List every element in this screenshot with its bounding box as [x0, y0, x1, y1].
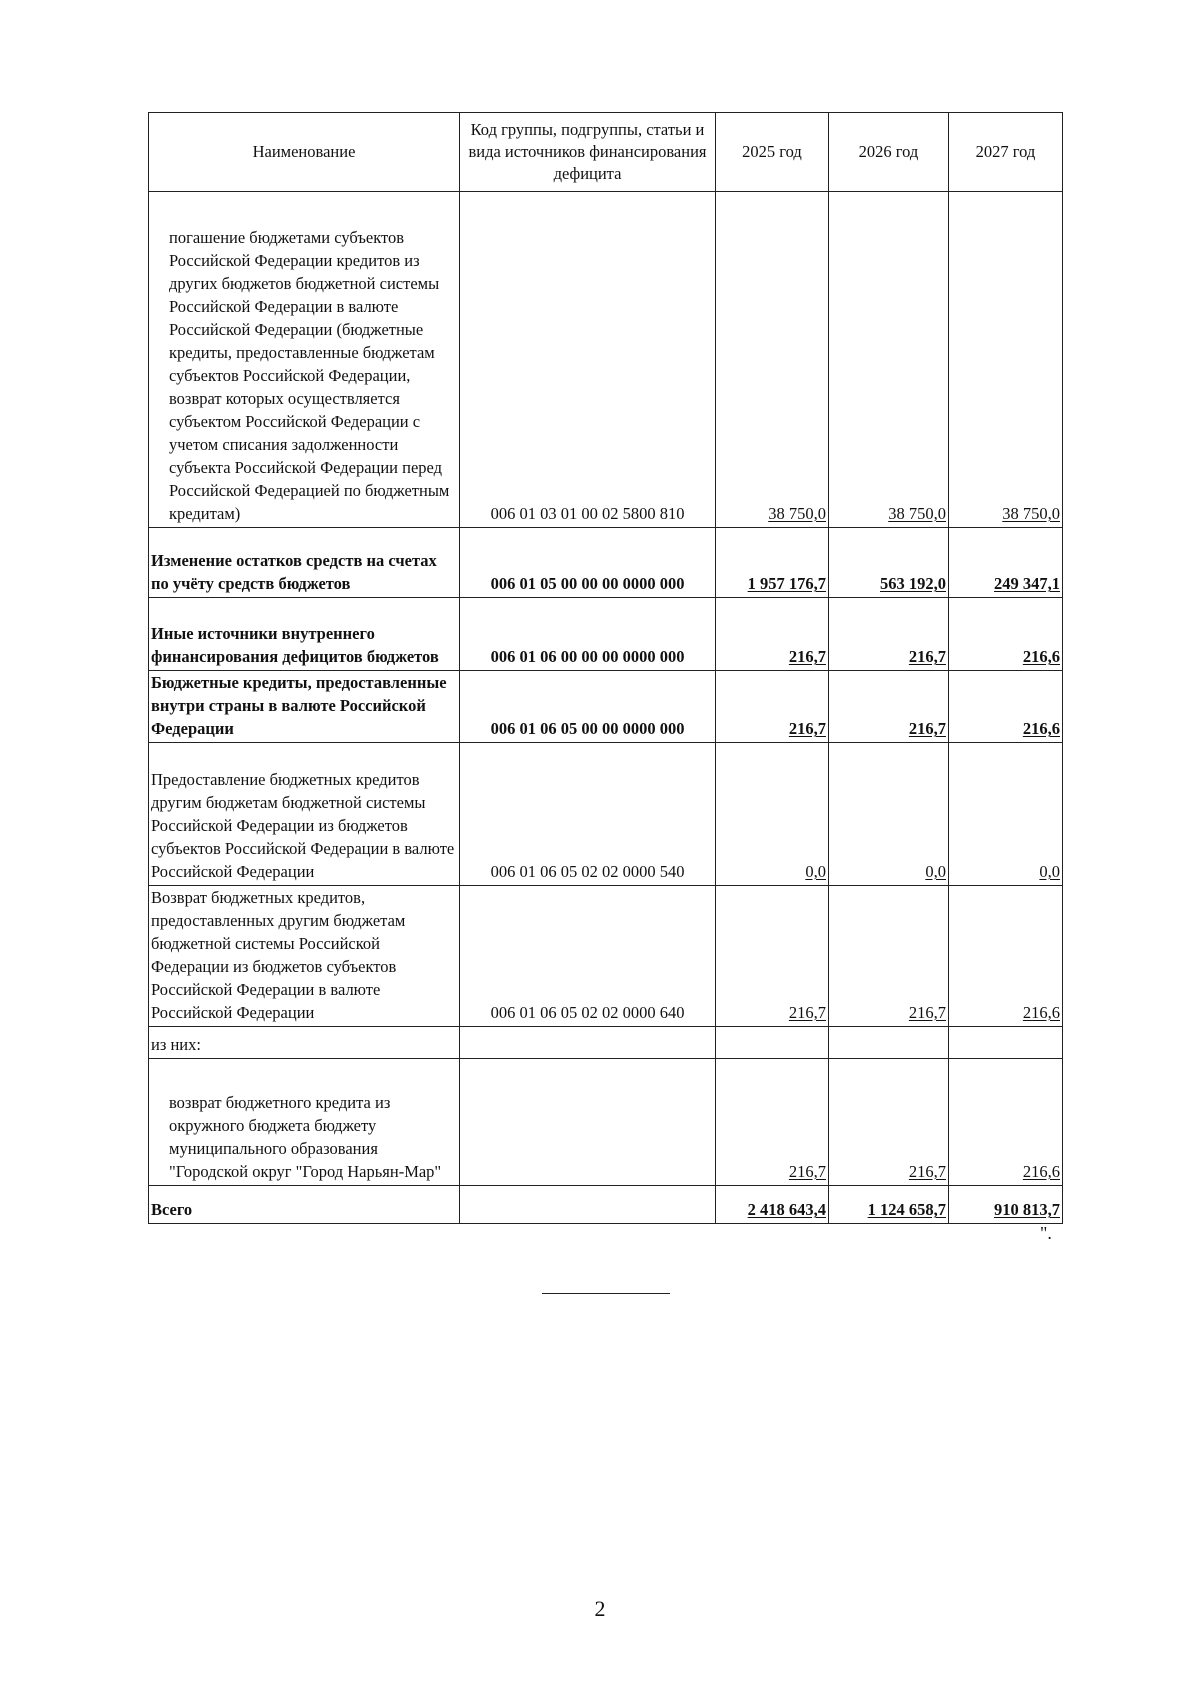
row-value-2025: 0,0 — [716, 743, 829, 886]
row-name: Всего — [149, 1186, 460, 1224]
table-row — [149, 528, 1063, 598]
financing-sources-table — [148, 112, 1063, 1224]
row-code: 006 01 06 00 00 00 0000 000 — [460, 598, 716, 671]
table-row — [149, 1059, 1063, 1186]
row-value-2027: 216,6 — [949, 671, 1063, 743]
closing-quote: ". — [1040, 1223, 1052, 1243]
row-value-2027: 216,6 — [949, 598, 1063, 671]
row-value-2025: 216,7 — [716, 1059, 829, 1186]
table-row — [149, 671, 1063, 743]
row-name: Бюджетные кредиты, предоставленные внутри страны в валюте Российской Федерации — [149, 671, 460, 743]
row-value-2025 — [716, 1027, 829, 1059]
row-code: 006 01 06 05 02 02 0000 540 — [460, 743, 716, 886]
row-name: из них: — [149, 1027, 460, 1059]
row-value-2027: 38 750,0 — [949, 192, 1063, 528]
row-value-2027: 0,0 — [949, 743, 1063, 886]
row-value-2026: 216,7 — [829, 598, 949, 671]
row-value-2025: 1 957 176,7 — [716, 528, 829, 598]
table-row — [149, 1027, 1063, 1059]
row-value-2025: 216,7 — [716, 598, 829, 671]
row-value-2026: 216,7 — [829, 1059, 949, 1186]
row-value-2025: 216,7 — [716, 886, 829, 1027]
table-row — [149, 886, 1063, 1027]
header-code: Код группы, подгруппы, статьи и вида источников финансирования дефицита — [460, 113, 716, 192]
table-row — [149, 192, 1063, 528]
row-value-2025: 2 418 643,4 — [716, 1186, 829, 1224]
header-2027: 2027 год — [949, 113, 1063, 192]
table-row — [149, 743, 1063, 886]
row-value-2026 — [829, 1027, 949, 1059]
row-name: погашение бюджетами субъектов Российской Федерации кредитов из других бюджетов бюджетной системы Российской Федерации в валюте Российской Федерации (бюджетные кредиты, предоставленные бюджетам субъектов Российской Федерации, возврат которых осуществляется субъектом Российской Федерации с учетом списания задолженности субъекта Российской Федерации перед Российской Федерацией по бюджетным кредитам) — [149, 192, 460, 528]
row-value-2026: 216,7 — [829, 886, 949, 1027]
row-value-2027: 216,6 — [949, 886, 1063, 1027]
row-code — [460, 1027, 716, 1059]
row-value-2026: 38 750,0 — [829, 192, 949, 528]
header-row — [149, 113, 1063, 192]
header-name: Наименование — [149, 113, 460, 192]
header-2026: 2026 год — [829, 113, 949, 192]
row-name: Изменение остатков средств на счетах по учёту средств бюджетов — [149, 528, 460, 598]
row-value-2027: 216,6 — [949, 1059, 1063, 1186]
row-name: Предоставление бюджетных кредитов другим бюджетам бюджетной системы Российской Федерации из бюджетов субъектов Российской Федерации в валюте Российской Федерации — [149, 743, 460, 886]
row-code — [460, 1059, 716, 1186]
row-code — [460, 1186, 716, 1224]
row-code: 006 01 05 00 00 00 0000 000 — [460, 528, 716, 598]
row-name: Возврат бюджетных кредитов, предоставленных другим бюджетам бюджетной системы Российской Федерации из бюджетов субъектов Российской Федерации в валюте Российской Федерации — [149, 886, 460, 1027]
row-value-2027: 249 347,1 — [949, 528, 1063, 598]
row-value-2027 — [949, 1027, 1063, 1059]
row-value-2025: 216,7 — [716, 671, 829, 743]
row-value-2026: 1 124 658,7 — [829, 1186, 949, 1224]
table-row-total — [149, 1186, 1063, 1224]
row-code: 006 01 06 05 02 02 0000 640 — [460, 886, 716, 1027]
row-code: 006 01 03 01 00 02 5800 810 — [460, 192, 716, 528]
row-code: 006 01 06 05 00 00 0000 000 — [460, 671, 716, 743]
row-value-2026: 0,0 — [829, 743, 949, 886]
row-name: возврат бюджетного кредита из окружного бюджета бюджету муниципального образования "Городской округ "Город Нарьян-Мар" — [149, 1059, 460, 1186]
row-value-2026: 216,7 — [829, 671, 949, 743]
row-value-2027: 910 813,7 — [949, 1186, 1063, 1224]
divider-line — [542, 1293, 670, 1294]
header-2025: 2025 год — [716, 113, 829, 192]
row-value-2026: 563 192,0 — [829, 528, 949, 598]
row-name: Иные источники внутреннего финансирования дефицитов бюджетов — [149, 598, 460, 671]
table-row — [149, 598, 1063, 671]
page-number: 2 — [594, 1596, 606, 1621]
row-value-2025: 38 750,0 — [716, 192, 829, 528]
